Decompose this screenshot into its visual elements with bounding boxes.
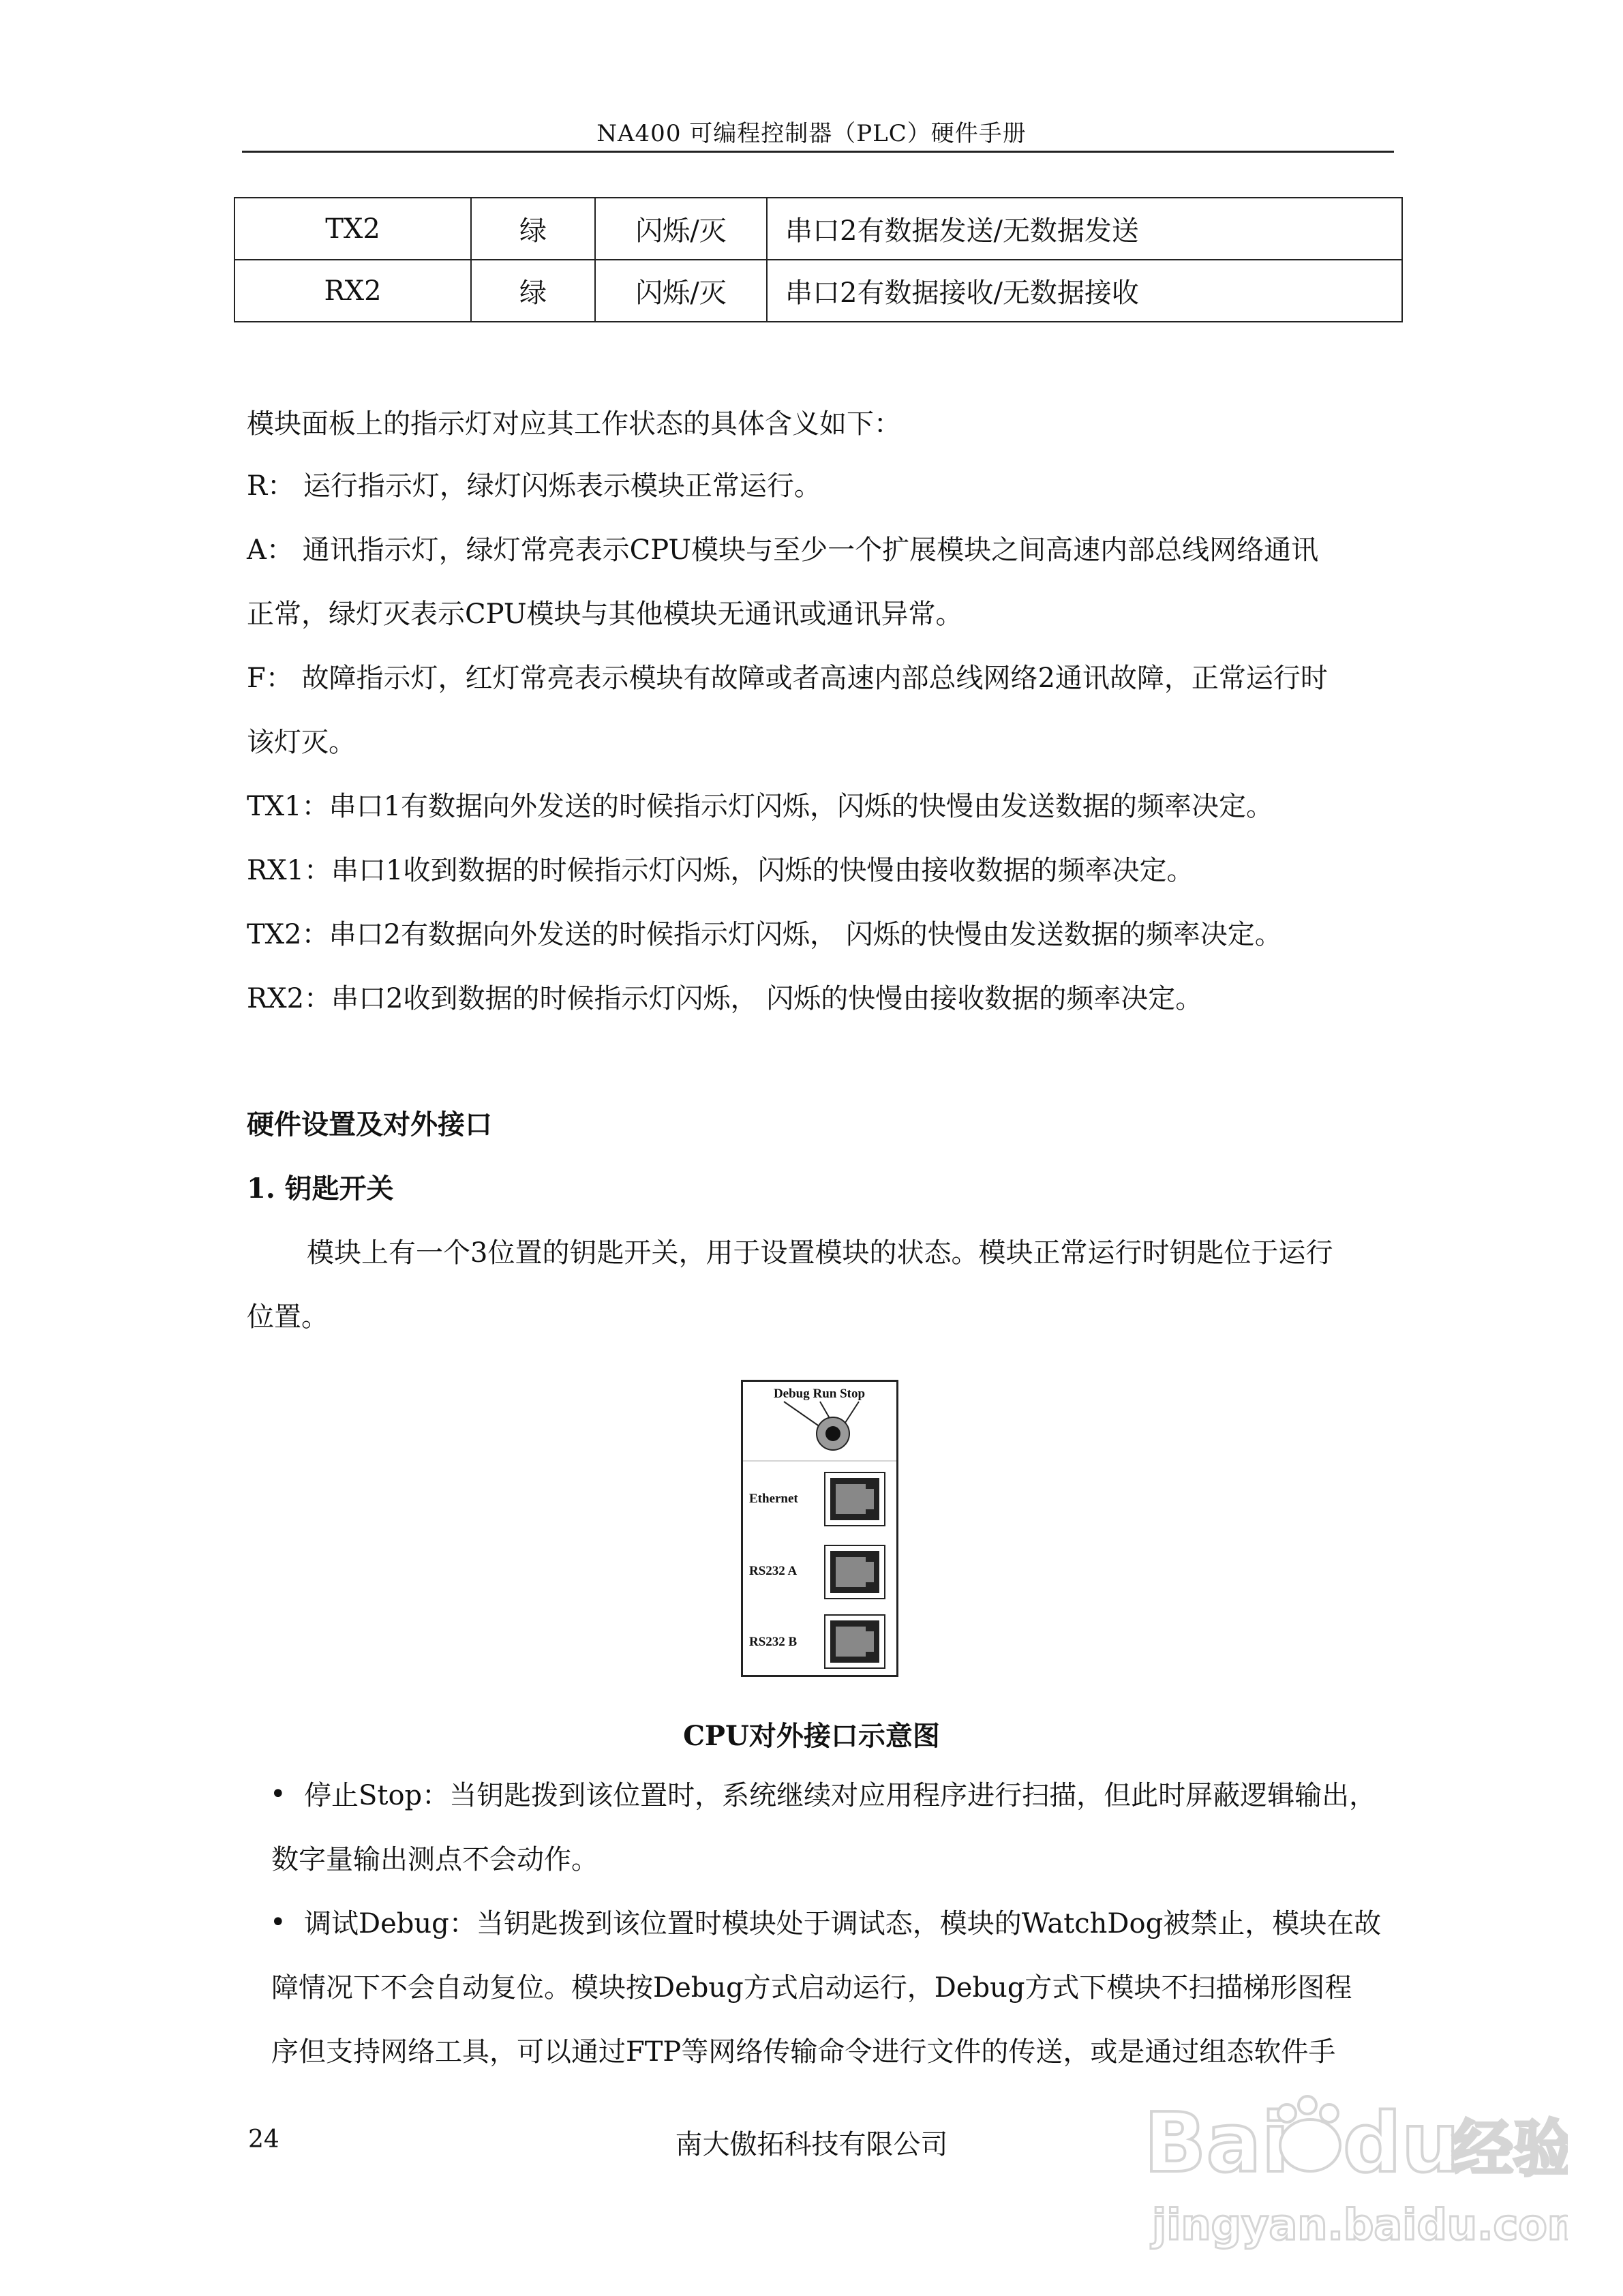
- table-cell-meaning: 串口2有数据接收/无数据接收: [767, 260, 1402, 322]
- key-switch-text-1: 模块上有一个3位置的钥匙开关，用于设置模块的状态。模块正常运行时钥匙位于运行: [307, 1237, 1333, 1269]
- table-cell-led: TX2: [234, 198, 471, 260]
- paw-icon: [1278, 2096, 1340, 2171]
- table-cell-meaning: 串口2有数据发送/无数据发送: [767, 198, 1402, 260]
- table-cell-color: 绿: [471, 198, 595, 260]
- rs232b-label: RS232 B: [749, 1635, 798, 1649]
- header-rule: [242, 151, 1394, 153]
- rx1-text: RX1：串口1收到数据的时候指示灯闪烁，闪烁的快慢由接收数据的频率决定。: [247, 855, 1194, 886]
- table-cell-state: 闪烁/灭: [595, 260, 767, 322]
- key-switch-text-2: 位置。: [247, 1301, 329, 1333]
- watermark-url: jingyan.baidu.com: [1152, 2200, 1568, 2250]
- f-indicator-text-2: 该灯灭。: [247, 727, 356, 758]
- table-cell-led: RX2: [234, 260, 471, 322]
- bullet-icon: •: [270, 1907, 286, 1938]
- subsection-title: 1. 钥匙开关: [247, 1173, 394, 1205]
- footer-company: 南大傲拓科技有限公司: [675, 2129, 948, 2160]
- tx1-text: TX1：串口1有数据向外发送的时候指示灯闪烁，闪烁的快慢由发送数据的频率决定。: [247, 791, 1274, 822]
- key-switch-icon: [817, 1417, 849, 1450]
- ethernet-port-icon: [825, 1472, 885, 1526]
- rx2-text: RX2：串口2收到数据的时候指示灯闪烁， 闪烁的快慢由接收数据的频率决定。: [247, 983, 1203, 1014]
- f-indicator-text-1: F： 故障指示灯，红灯常亮表示模块有故障或者高速内部总线网络2通讯故障，正常运行时: [247, 663, 1328, 694]
- stop-mode-text-2: 数字量输出测点不会动作。: [271, 1844, 598, 1875]
- debug-mode-text-2: 障情况下不会自动复位。模块按Debug方式启动运行，Debug方式下模块不扫描梯形图程: [271, 1972, 1352, 2004]
- watermark-logo-text-du: du: [1343, 2096, 1460, 2191]
- table-cell-color: 绿: [471, 260, 595, 322]
- a-indicator-text-2: 正常，绿灯灭表示CPU模块与其他模块无通讯或通讯异常。: [247, 599, 963, 630]
- watermark-jingyan-text: 经验: [1452, 2113, 1568, 2185]
- led-status-table: [234, 197, 1403, 322]
- stop-mode-text-1: 停止Stop：当钥匙拨到该位置时，系统继续对应用程序进行扫描，但此时屏蔽逻辑输出，: [304, 1780, 1377, 1811]
- table-row: [234, 260, 1402, 322]
- switch-position-labels: Debug Run Stop: [773, 1387, 866, 1401]
- debug-mode-text-1: 调试Debug：当钥匙拨到该位置时模块处于调试态，模块的WatchDog被禁止，模块在故: [304, 1908, 1382, 1939]
- page-number: 24: [248, 2126, 279, 2154]
- cpu-interface-figure: [741, 1380, 898, 1677]
- cpu-interface-diagram: [743, 1382, 896, 1675]
- table-row: [234, 198, 1402, 260]
- rs232a-port-icon: [825, 1545, 885, 1599]
- tx2-text: TX2：串口2有数据向外发送的时候指示灯闪烁， 闪烁的快慢由发送数据的频率决定。: [247, 919, 1282, 950]
- intro-text: 模块面板上的指示灯对应其工作状态的具体含义如下：: [247, 408, 901, 440]
- baidu-watermark: [1132, 2083, 1568, 2267]
- watermark-logo-text: Bai: [1144, 2096, 1290, 2191]
- debug-pointer-line: [784, 1402, 822, 1428]
- bullet-icon: •: [270, 1779, 286, 1810]
- r-indicator-text: R： 运行指示灯，绿灯闪烁表示模块正常运行。: [247, 470, 821, 502]
- ethernet-label: Ethernet: [749, 1492, 798, 1506]
- table-cell-state: 闪烁/灭: [595, 198, 767, 260]
- header-title: NA400 可编程控制器（PLC）硬件手册: [596, 120, 1027, 147]
- rs232a-label: RS232 A: [749, 1564, 798, 1578]
- section-title: 硬件设置及对外接口: [247, 1108, 492, 1141]
- watermark-graphic: [1132, 2083, 1568, 2267]
- rs232b-port-icon: [825, 1615, 885, 1668]
- figure-caption: CPU对外接口示意图: [683, 1720, 940, 1752]
- debug-mode-text-3: 序但支持网络工具，可以通过FTP等网络传输命令进行文件的传送，或是通过组态软件手: [271, 2036, 1336, 2068]
- a-indicator-text-1: A： 通讯指示灯，绿灯常亮表示CPU模块与至少一个扩展模块之间高速内部总线网络通讯: [247, 534, 1319, 566]
